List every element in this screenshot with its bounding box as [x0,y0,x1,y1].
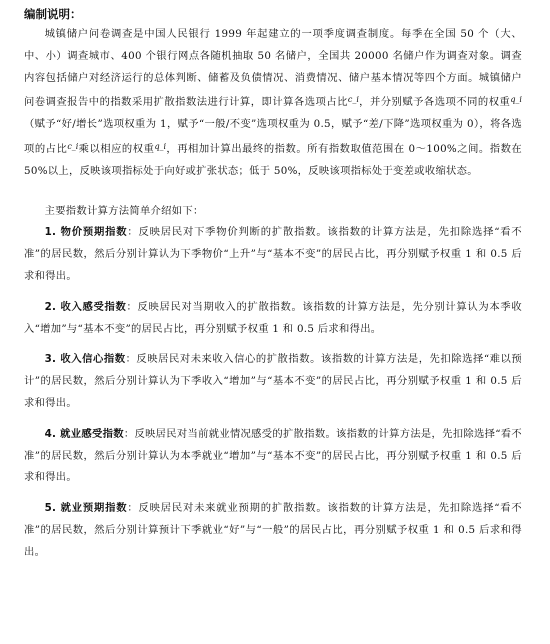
symbol-c-i: c_i [67,141,79,151]
symbol-q-i: q_i [154,141,167,151]
methods-intro: 主要指数计算方法简单介绍如下： [44,204,204,217]
index-item-title: 3. 收入信心指数 [44,353,126,366]
index-item-title: 1. 物价预期指数 [44,226,128,239]
index-item-text: ：反映居民对下季物价判断的扩散指数。该指数的计算方法是，先扣除选择“看不准”的居民数，然后分别计算认为下季物价“上升”与“基本不变”的居民占比，再分别赋予权重 1 和 0.5 后求和得出。 [24,226,522,282]
index-item-text: ：反映居民对当前就业情况感受的扩散指数。该指数的计算方法是，先扣除选择“看不准”的居民数，然后分别计算认为本季就业“增加”与“基本不变”的居民占比，再分别赋予权重 1 和 0.5 后求和得出。 [24,427,522,484]
index-item-text: ：反映居民对当期收入的扩散指数。该指数的计算方法是，先分别计算认为本季收入“增加”与“基本不变”的居民占比，再分别赋予权重 1 和 0.5 后求和得出。 [24,300,522,335]
index-item [24,498,522,563]
section-heading: 编制说明： [24,7,82,21]
index-item [24,349,522,414]
index-item-title: 2. 收入感受指数 [44,300,127,313]
index-item [24,424,522,489]
intro-text-2: ，并分别赋予各选项不同的权重 [358,96,511,109]
intro-paragraph [24,24,522,183]
index-item-title: 4. 就业感受指数 [44,427,124,440]
index-item [24,297,522,341]
symbol-q-i: q_i [510,95,522,105]
index-item-text: ：反映居民对未来就业预期的扩散指数。该指数的计算方法是，先扣除选择“看不准”的居民数，然后分别计算预计下季就业“好”与“一般”的居民占比，再分别赋予权重 1 和 0.5 后求和得出。 [24,502,522,558]
index-item-title: 5. 就业预期指数 [44,502,128,515]
intro-text-4: 乘以相应的权重 [78,142,155,155]
index-item-text: ：反映居民对未来收入信心的扩散指数。该指数的计算方法是，先扣除选择“难以预计”的居民数，然后分别计算认为下季收入“增加”与“基本不变”的居民占比，再分别赋予权重 1 和 0.5 后求和得出。 [24,353,522,409]
intro-text-1: 城镇储户问卷调查是中国人民银行 1999 年起建立的一项季度调查制度。每季在全国 50 个（大、中、小）调查城市、400 个银行网点各随机抽取 50 名储户，全国共 20000 名储户作为调查对象。调查内容包括储户对经济运行的总体判断、储蓄及负债情况、消费情况、储户基本情况等四个方面。城镇储户问卷调查报告中的指数采用扩散指数法进行计算，即计算各选项占比 [24,28,522,109]
index-item [24,222,522,287]
intro-text-5: ，再相加计算出最终的指数。所有指数取值范围在 0～100%之间。指数在 50%以上，反映该项指标处于向好或扩张状态；低于 50%，反映该项指标处于变差或收缩状态。 [24,142,522,177]
symbol-c-i: c_i [347,95,359,105]
intro-text-3: （赋予“好/增长”选项权重为 1，赋予“一般/不变”选项权重为 0.5，赋予“差/下降”选项权重为 0），将各选项的占比 [24,118,522,155]
